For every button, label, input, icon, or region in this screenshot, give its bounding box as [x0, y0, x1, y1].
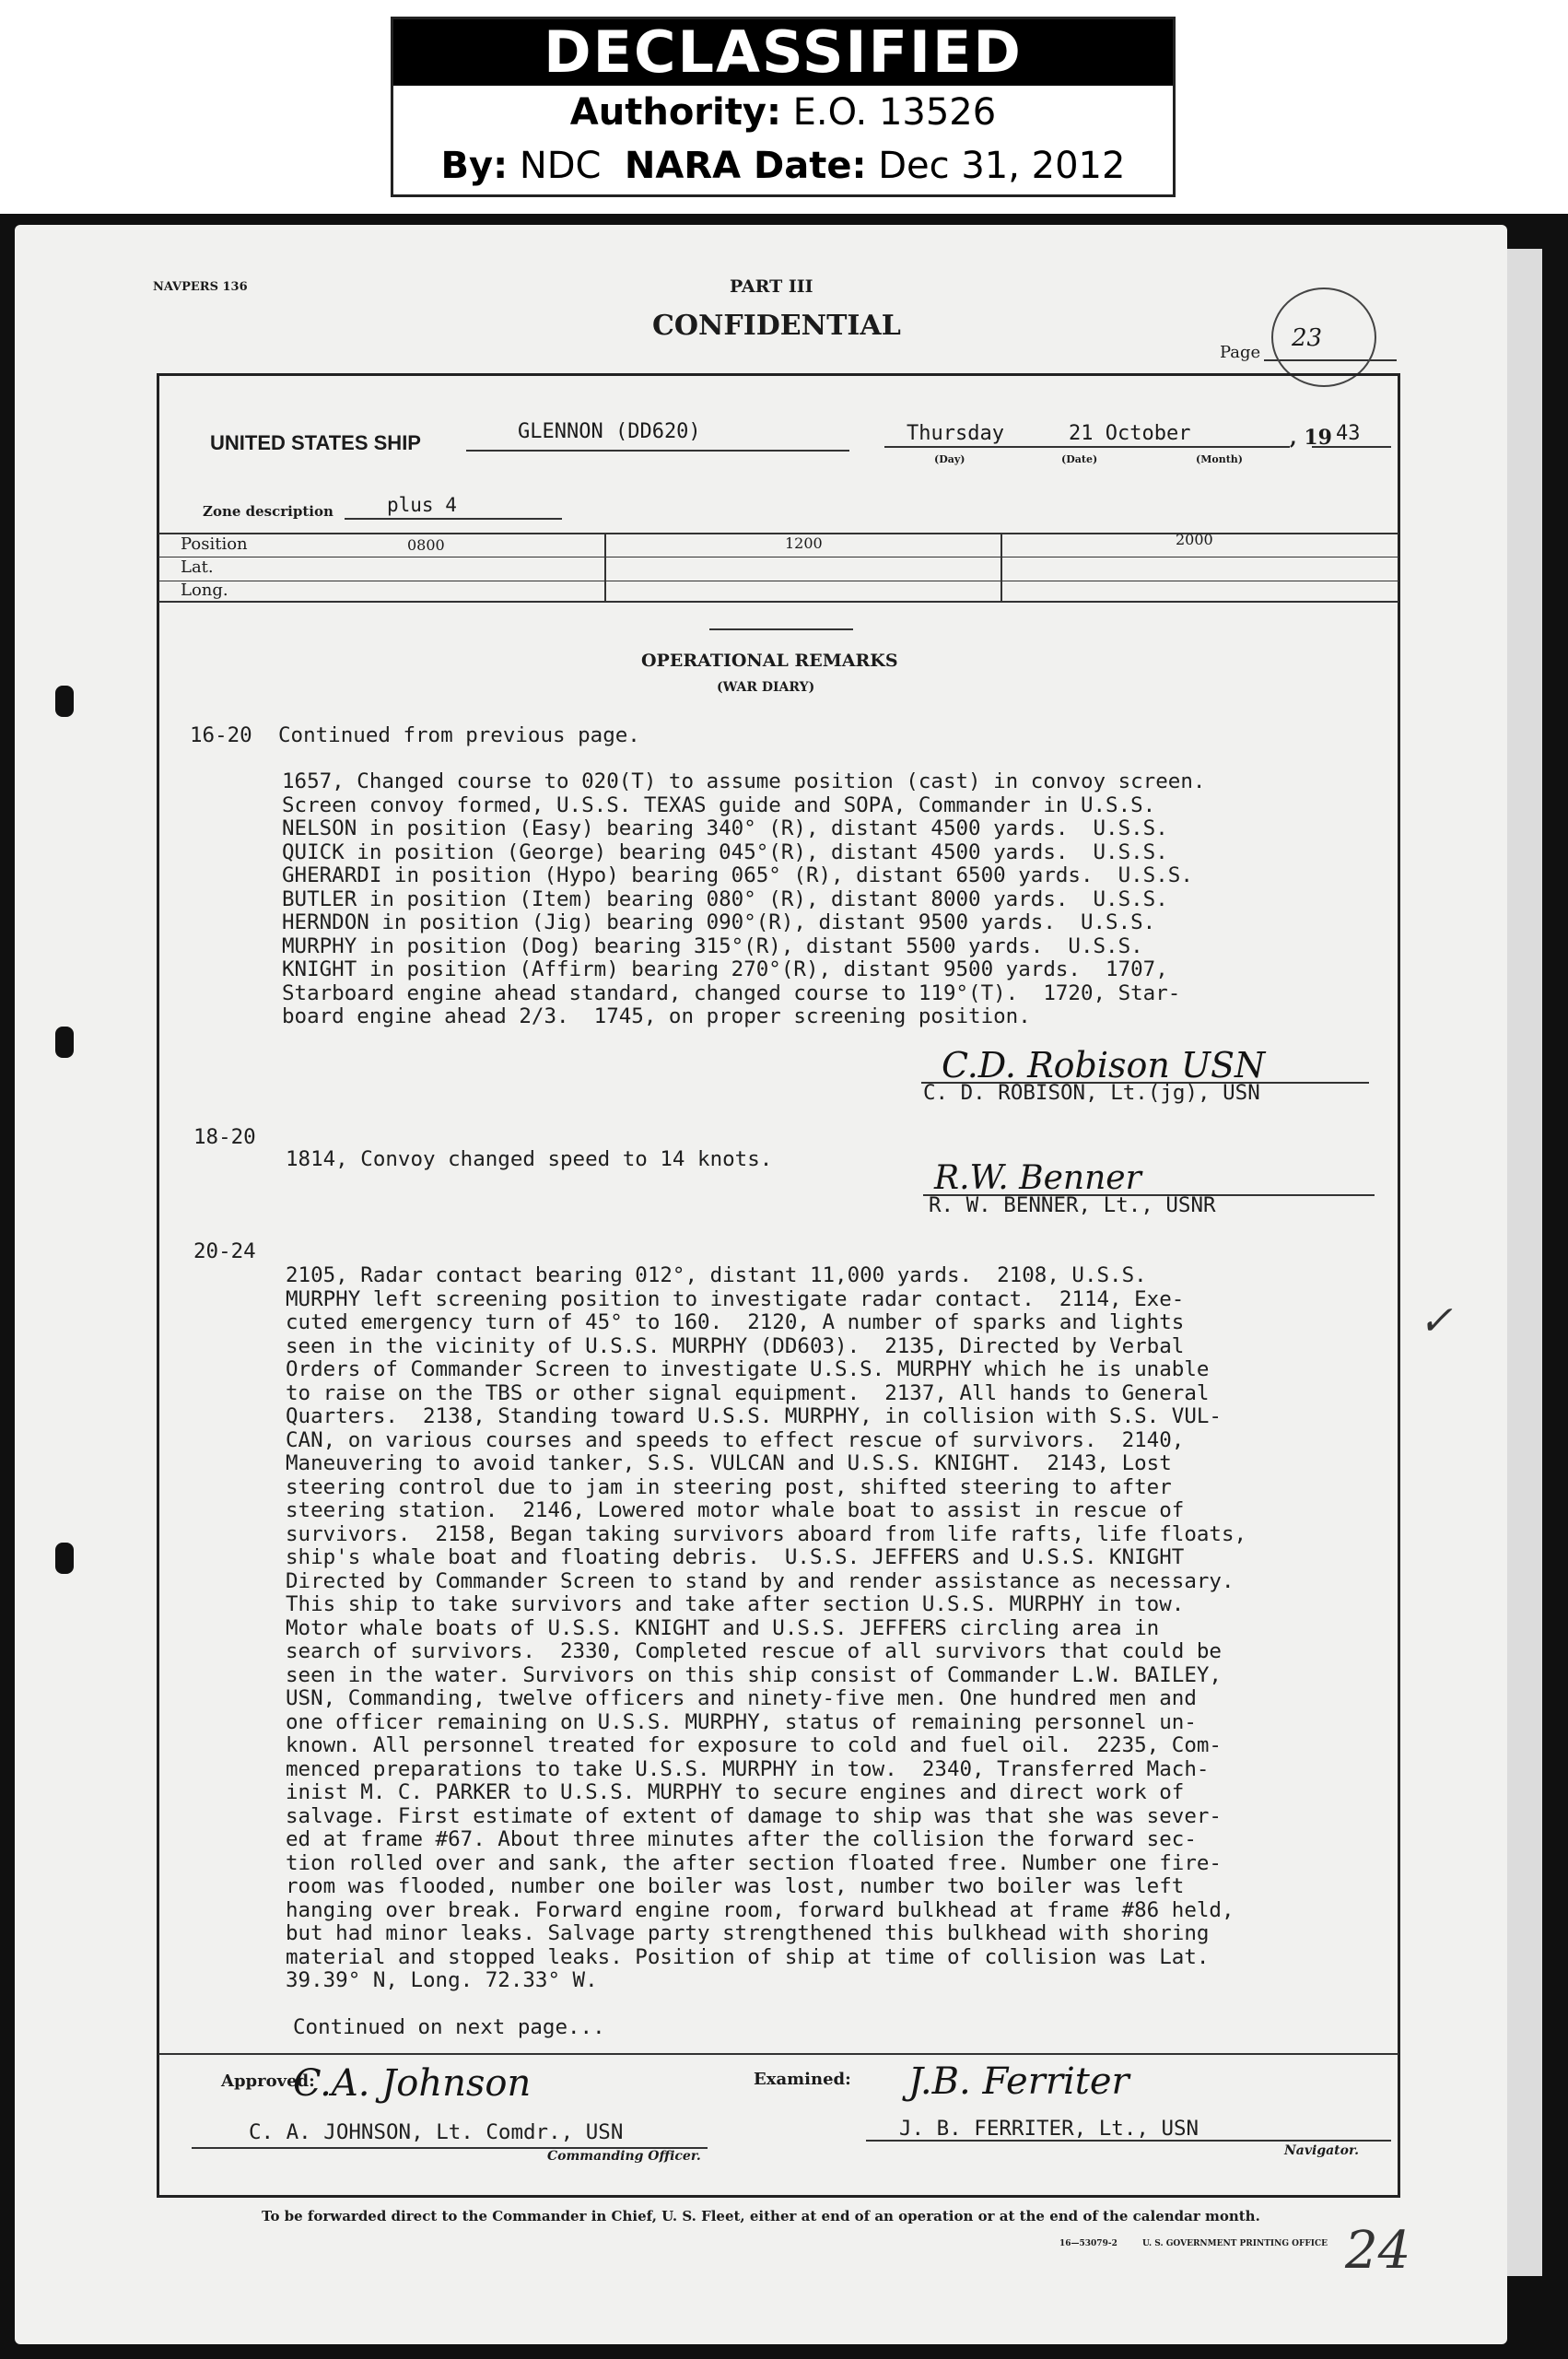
ship-label: UNITED STATES SHIP [210, 431, 421, 454]
forwarding-instruction: To be forwarded direct to the Commander in Chief, U. S. Fleet, either at end of an operation or at the end of the calendar month. [262, 2208, 1260, 2224]
entry-18-20-text: 1814, Convoy changed speed to 14 knots. [286, 1147, 773, 1171]
remarks-rule [709, 628, 853, 630]
nara-value: Dec 31, 2012 [878, 145, 1126, 187]
zone-underline [345, 518, 562, 520]
remarks-title: OPERATIONAL REMARKS [641, 651, 898, 671]
remarks-subtitle: (WAR DIARY) [717, 680, 815, 695]
time-1200: 1200 [785, 534, 823, 552]
binder-hole [55, 1027, 74, 1058]
year-prefix: , 19 [1290, 426, 1332, 450]
authority-label: Authority: [569, 91, 781, 134]
signature-ferriter: J.B. Ferriter [908, 2060, 1129, 2103]
stamp-by-line [393, 139, 1173, 193]
entry-continued-note: Continued from previous page. [278, 723, 640, 747]
date-value: 21 October [1069, 422, 1191, 445]
signature-robison: C.D. Robison USN [942, 1045, 1266, 1086]
watch-20-24: 20-24 [193, 1239, 256, 1263]
lat-label: Lat. [181, 557, 214, 577]
continued-note: Continued on next page... [293, 2015, 605, 2039]
position-col-divider [1000, 533, 1002, 601]
zone-label: Zone description [203, 503, 333, 520]
date-underline [884, 446, 1290, 448]
approval-box-top [158, 2053, 1398, 2055]
margin-check-mark: ✓ [1419, 1297, 1453, 1344]
page-number-circle [1271, 288, 1376, 387]
authority-value: E.O. 13526 [792, 91, 997, 134]
ship-underline [466, 450, 849, 452]
classification: CONFIDENTIAL [652, 310, 901, 342]
stamp-authority [393, 86, 1173, 139]
stamp-title: DECLASSIFIED [393, 19, 1173, 86]
position-table-bottom [158, 601, 1398, 603]
ship-name: GLENNON (DD620) [518, 420, 701, 443]
long-label: Long. [181, 581, 228, 600]
commanding-officer-caption: Commanding Officer. [547, 2149, 701, 2164]
position-col-divider [604, 533, 606, 601]
by-value: NDC [519, 145, 602, 187]
watch-16-20: 16-20 [190, 723, 252, 747]
margin-page-number: 24 [1345, 2221, 1411, 2281]
signature-johnson: C.A. Johnson [293, 2062, 532, 2105]
printer-imprint: U. S. GOVERNMENT PRINTING OFFICE [1142, 2239, 1328, 2248]
watch-18-20: 18-20 [193, 1125, 256, 1149]
year-underline [1312, 446, 1391, 448]
zone-value: plus 4 [387, 494, 457, 516]
typed-name-benner: R. W. BENNER, Lt., USNR [929, 1193, 1216, 1217]
typed-name-johnson: C. A. JOHNSON, Lt. Comdr., USN [249, 2120, 624, 2144]
signature-benner: R.W. Benner [934, 1159, 1141, 1197]
month-caption: (Month) [1196, 453, 1243, 465]
nara-label: NARA Date: [624, 145, 867, 187]
typed-name-robison: C. D. ROBISON, Lt.(jg), USN [923, 1081, 1260, 1105]
form-number: NAVPERS 136 [153, 280, 248, 294]
print-code: 16—53079-2 [1059, 2239, 1117, 2248]
examined-label: Examined: [754, 2070, 851, 2089]
entry-16-20-text: 1657, Changed course to 020(T) to assume position (cast) in convoy screen. Screen convoy formed, U.S.S. TEXAS guide and SOPA, Commander in U.S.S. NELSON in position (Easy) bearing 340° (R), distant 4500 yards. U.S.S. QUICK in position (George) bearing 045°(R), distant 4500 yards. U.S.S. GHERARDI in position (Hypo) bearing 065° (R), distant 6500 yards. U.S.S. BUTLER in position (Item) bearing 080° (R), distant 8000 yards. U.S.S. HERNDON in position (Jig) bearing 090°(R), distant 9500 yards. U.S.S. MURPHY in position (Dog) bearing 315°(R), distant 5500 yards. U.S.S. KNIGHT in position (Affirm) bearing 270°(R), distant 9500 yards. 1707, Starboard engine ahead standard, changed course to 119°(T). 1720, Star- board engine ahead 2/3. 1745, on proper screening position. [282, 769, 1206, 1028]
time-2000: 2000 [1176, 531, 1213, 548]
declassified-stamp [391, 17, 1176, 197]
time-0800: 0800 [407, 536, 445, 554]
entry-20-24-text: 2105, Radar contact bearing 012°, distant 11,000 yards. 2108, U.S.S. MURPHY left screening position to investigate radar contact. 2114, Exe- cuted emergency turn of 45° to 160. 2120, A number of sparks and lights seen in the vicinity of U.S.S. MURPHY (DD603). 2135, Directed by Verbal Orders of Commander Screen to investigate U.S.S. MURPHY which he is unable to raise on the TBS or other signal equipment. 2137, All hands to General Quarters. 2138, Standing toward U.S.S. MURPHY, in collision with S.S. VUL- CAN, on various courses and speeds to effect rescue of survivors. 2140, Maneuvering to avoid tanker, S.S. VULCAN and U.S.S. KNIGHT. 2143, Lost steering control due to jam in steering post, shifted steering to after steering station. 2146, Lowered motor whale boat to assist in rescue of survivors. 2158, Began taking survivors aboard from life rafts, life floats, ship's whale boat and floating debris. U.S.S. JEFFERS and U.S.S. KNIGHT Directed by Commander Screen to stand by and render assistance as necessary. This ship to take survivors and take after section U.S.S. MURPHY in tow. Motor whale boats of U.S.S. KNIGHT and U.S.S. JEFFERS circling area in search of survivors. 2330, Completed rescue of all survivors that could be seen in the water. Survivors on this ship consist of Commander L.W. BAILEY, USN, Commanding, twelve officers and ninety-five men. One hundred men and one officer remaining on U.S.S. MURPHY, status of remaining personnel un- known. All personnel treated for exposure to cold and fuel oil. 2235, Com- menced preparations to take U.S.S. MURPHY in tow. 2340, Transferred Mach- inist M. C. PARKER to U.S.S. MURPHY to secure engines and direct work of salvage. First estimate of extent of damage to ship was that she was sever- ed at frame #67. About three minutes after the collision the forward sec- tion rolled over and sank, the after section floated free. Number one fire- room was flooded, number one boiler was lost, number two boiler was left hanging over break. Forward engine room, forward bulkhead at frame #86 held, but had minor leaks. Salvage party strengthened this bulkhead with shoring material and stopped leaks. Position of ship at time of collision was Lat. 39.39° N, Long. 72.33° W. [286, 1263, 1247, 1992]
approved-label: Approved: [221, 2071, 315, 2091]
by-label: By: [440, 145, 509, 187]
date-caption: (Date) [1061, 453, 1098, 465]
page-number: 23 [1292, 324, 1323, 352]
page-label: Page [1220, 343, 1261, 362]
day-value: Thursday [907, 422, 1004, 445]
position-label: Position [181, 534, 248, 554]
part-label: PART III [730, 276, 813, 297]
navigator-caption: Navigator. [1284, 2143, 1359, 2158]
binder-hole [55, 1543, 74, 1574]
year-value: 43 [1336, 422, 1361, 445]
binder-hole [55, 686, 74, 717]
typed-name-ferriter: J. B. FERRITER, Lt., USN [899, 2117, 1199, 2141]
day-caption: (Day) [934, 453, 965, 465]
